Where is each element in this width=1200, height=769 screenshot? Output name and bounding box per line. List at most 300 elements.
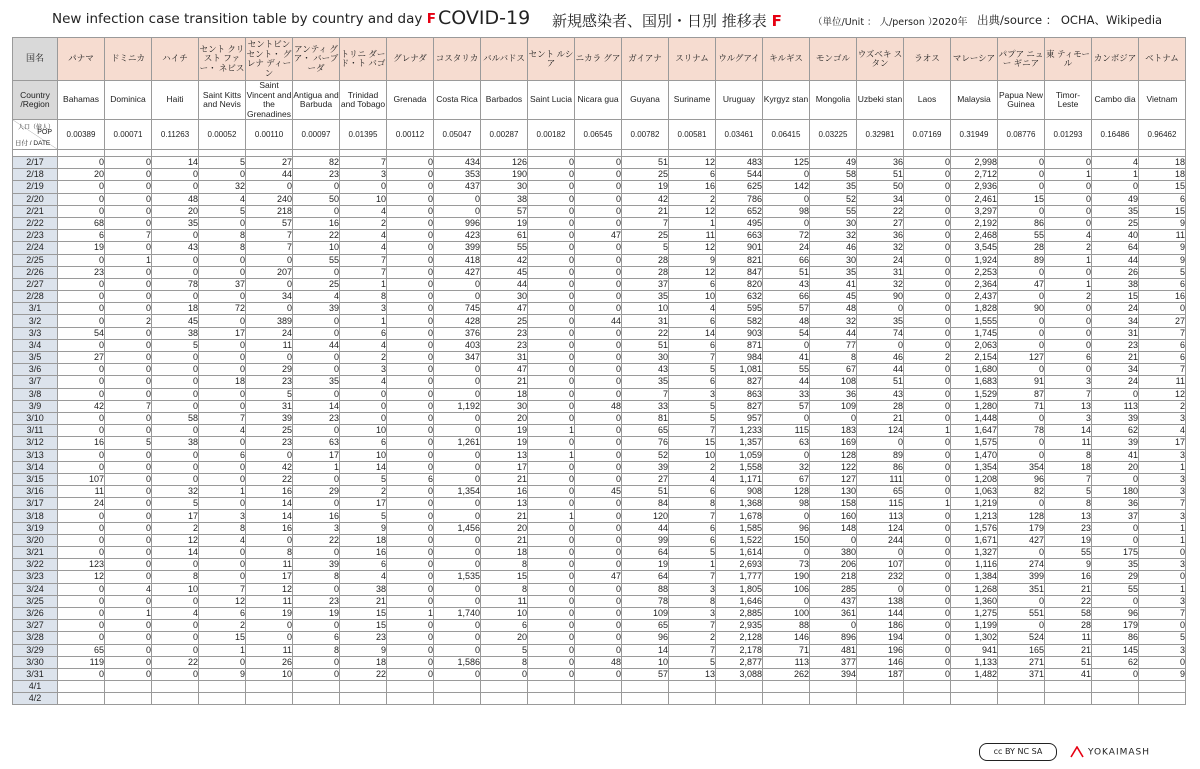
case-count-cell: 44	[575, 315, 622, 327]
case-count-cell: 175	[1092, 547, 1139, 559]
case-count-cell: 47	[575, 230, 622, 242]
case-count-cell: 32	[857, 278, 904, 290]
case-count-cell: 55	[998, 230, 1045, 242]
case-count-cell: 126	[481, 157, 528, 169]
case-count-cell: 551	[998, 607, 1045, 619]
table-row	[13, 400, 1186, 412]
case-count-cell: 2,877	[716, 656, 763, 668]
case-count-cell: 5	[340, 473, 387, 485]
case-count-cell: 40	[1092, 230, 1139, 242]
case-count-cell: 3	[1139, 473, 1186, 485]
case-count-cell: 0	[528, 327, 575, 339]
case-count-cell: 49	[810, 157, 857, 169]
case-count-cell: 0	[528, 412, 575, 424]
case-count-cell: 403	[434, 339, 481, 351]
country-name-jp: キルギス	[763, 38, 810, 81]
case-count-cell: 23	[481, 339, 528, 351]
date-cell: 2/28	[13, 291, 58, 303]
case-count-cell: 1	[1045, 169, 1092, 181]
case-count-cell: 19	[246, 607, 293, 619]
case-count-cell: 15	[1139, 205, 1186, 217]
case-count-cell: 0	[575, 205, 622, 217]
case-count-cell: 0	[575, 327, 622, 339]
table-row	[13, 473, 1186, 485]
case-count-cell: 55	[763, 364, 810, 376]
case-count-cell: 0	[105, 425, 152, 437]
case-count-cell: 23	[293, 595, 340, 607]
country-name-en: Saint Vincent and the Grenadines	[246, 80, 292, 119]
case-count-cell: 15	[340, 620, 387, 632]
case-count-cell: 11	[246, 644, 293, 656]
case-count-cell: 2	[340, 352, 387, 364]
case-count-cell	[857, 681, 904, 693]
case-count-cell: 0	[105, 547, 152, 559]
case-count-cell: 5	[1045, 486, 1092, 498]
case-count-cell: 10	[340, 449, 387, 461]
case-count-cell: 46	[810, 242, 857, 254]
case-count-cell: 0	[434, 278, 481, 290]
case-count-cell: 10	[669, 449, 716, 461]
case-count-cell: 20	[481, 522, 528, 534]
case-count-cell: 17	[246, 571, 293, 583]
case-count-cell: 0	[904, 510, 951, 522]
case-count-cell: 1,219	[951, 498, 998, 510]
case-count-cell: 3	[340, 364, 387, 376]
table-row	[13, 303, 1186, 315]
case-count-cell: 0	[387, 449, 434, 461]
case-count-cell	[387, 681, 434, 693]
case-count-cell: 25	[246, 425, 293, 437]
case-count-cell: 0	[481, 668, 528, 680]
case-count-cell: 0	[434, 534, 481, 546]
table-row	[13, 193, 1186, 205]
case-count-cell: 0	[105, 193, 152, 205]
case-count-cell: 0	[152, 620, 199, 632]
case-count-cell: 1,116	[951, 559, 998, 571]
case-count-cell: 22	[152, 656, 199, 668]
case-count-cell: 3	[340, 303, 387, 315]
case-count-cell: 128	[810, 449, 857, 461]
case-count-cell: 0	[998, 205, 1045, 217]
country-name-en: Timor- Leste	[1045, 81, 1092, 120]
case-count-cell: 353	[434, 169, 481, 181]
case-count-cell: 0	[1045, 364, 1092, 376]
case-count-cell: 0	[575, 364, 622, 376]
case-count-cell: 903	[716, 327, 763, 339]
case-count-cell: 0	[575, 242, 622, 254]
case-count-cell: 68	[58, 217, 105, 229]
case-count-cell: 14	[1045, 425, 1092, 437]
case-count-cell: 8	[481, 656, 528, 668]
cc-license-badge: cc BY NC SA	[979, 743, 1057, 761]
case-count-cell: 0	[575, 473, 622, 485]
case-count-cell: 4	[340, 339, 387, 351]
case-count-cell: 11	[246, 339, 293, 351]
case-count-cell: 98	[763, 205, 810, 217]
case-count-cell: 9	[1139, 242, 1186, 254]
case-count-cell: 0	[58, 181, 105, 193]
case-count-cell: 0	[904, 412, 951, 424]
case-count-cell: 0	[575, 291, 622, 303]
case-count-cell: 0	[575, 339, 622, 351]
case-count-cell: 0	[293, 473, 340, 485]
case-count-cell: 0	[528, 388, 575, 400]
case-count-cell: 996	[434, 217, 481, 229]
case-count-cell: 190	[481, 169, 528, 181]
country-name-jp: ハイチ	[152, 38, 199, 81]
case-count-cell: 5	[669, 547, 716, 559]
case-count-cell: 821	[716, 254, 763, 266]
case-count-cell: 901	[716, 242, 763, 254]
country-name-jp: トリニ ダード・ト バゴ	[340, 38, 387, 81]
case-count-cell: 1,302	[951, 632, 998, 644]
header-row-japanese	[13, 38, 1186, 81]
case-count-cell: 941	[951, 644, 998, 656]
date-cell: 3/22	[13, 559, 58, 571]
table-row	[13, 681, 1186, 693]
case-count-cell: 71	[998, 400, 1045, 412]
case-count-cell: 0	[387, 230, 434, 242]
case-count-cell: 361	[810, 607, 857, 619]
table-row	[13, 534, 1186, 546]
case-count-cell: 1,081	[716, 364, 763, 376]
case-count-cell: 23	[1045, 522, 1092, 534]
case-count-cell: 90	[857, 291, 904, 303]
case-count-cell: 47	[481, 303, 528, 315]
case-count-cell: 0	[904, 547, 951, 559]
case-count-cell: 0	[58, 254, 105, 266]
case-count-cell: 48	[575, 400, 622, 412]
case-count-cell: 15	[1092, 291, 1139, 303]
case-count-cell: 50	[857, 181, 904, 193]
case-count-cell: 820	[716, 278, 763, 290]
country-name-jp: セントビン セント・ グレナ ディーン	[246, 38, 293, 81]
case-count-cell: 39	[293, 303, 340, 315]
case-count-cell: 0	[152, 632, 199, 644]
case-count-cell: 4	[199, 534, 246, 546]
case-count-cell: 0	[904, 327, 951, 339]
case-count-cell: 67	[810, 364, 857, 376]
case-count-cell: 87	[998, 388, 1045, 400]
table-row	[13, 352, 1186, 364]
case-count-cell: 0	[1045, 205, 1092, 217]
case-count-cell: 35	[622, 376, 669, 388]
case-count-cell: 0	[152, 668, 199, 680]
case-count-cell: 91	[998, 376, 1045, 388]
case-count-cell: 0	[1139, 547, 1186, 559]
case-count-cell: 96	[622, 632, 669, 644]
case-count-cell: 8	[152, 571, 199, 583]
case-count-cell: 0	[199, 291, 246, 303]
case-count-cell: 1	[199, 486, 246, 498]
case-count-cell: 9	[1139, 668, 1186, 680]
case-count-cell: 43	[857, 388, 904, 400]
date-cell: 3/15	[13, 473, 58, 485]
case-count-cell: 47	[481, 364, 528, 376]
case-count-cell: 6	[669, 339, 716, 351]
case-count-cell: 0	[293, 583, 340, 595]
case-count-cell: 31	[246, 400, 293, 412]
case-count-cell: 196	[857, 644, 904, 656]
country-name-en: Malaysia	[951, 81, 998, 120]
case-count-cell: 45	[481, 266, 528, 278]
case-count-cell: 6	[1139, 339, 1186, 351]
case-count-cell: 0	[58, 339, 105, 351]
case-count-cell: 179	[998, 522, 1045, 534]
case-count-cell: 0	[293, 620, 340, 632]
case-count-cell: 15	[340, 607, 387, 619]
date-cell: 3/10	[13, 412, 58, 424]
case-count-cell: 0	[293, 547, 340, 559]
case-count-cell	[434, 681, 481, 693]
case-count-cell	[1045, 681, 1092, 693]
case-count-cell: 42	[622, 193, 669, 205]
case-count-cell: 19	[293, 607, 340, 619]
date-cell: 2/25	[13, 254, 58, 266]
case-count-cell: 18	[340, 534, 387, 546]
case-count-cell: 0	[1045, 217, 1092, 229]
table-row	[13, 437, 1186, 449]
case-count-cell: 16	[481, 486, 528, 498]
case-count-cell: 38	[152, 437, 199, 449]
case-count-cell: 32	[199, 181, 246, 193]
case-count-cell: 14	[669, 327, 716, 339]
case-count-cell: 90	[998, 303, 1045, 315]
case-count-cell: 51	[1045, 656, 1092, 668]
case-count-cell: 0	[105, 571, 152, 583]
case-count-cell: 22	[293, 230, 340, 242]
case-count-cell: 15	[998, 193, 1045, 205]
case-count-cell: 1	[1139, 522, 1186, 534]
case-count-cell: 14	[152, 157, 199, 169]
case-count-cell: 3	[669, 583, 716, 595]
case-count-cell: 0	[763, 169, 810, 181]
case-count-cell: 128	[998, 510, 1045, 522]
case-count-cell: 0	[904, 486, 951, 498]
case-count-cell: 0	[105, 376, 152, 388]
case-count-cell: 8	[810, 352, 857, 364]
case-count-cell: 394	[810, 668, 857, 680]
case-count-cell: 8	[199, 242, 246, 254]
case-count-cell: 6	[340, 559, 387, 571]
case-count-cell: 38	[1092, 278, 1139, 290]
case-count-cell: 0	[904, 437, 951, 449]
case-count-cell: 0	[199, 339, 246, 351]
case-count-cell: 1,482	[951, 668, 998, 680]
case-count-cell: 3	[340, 169, 387, 181]
case-count-cell: 5	[1139, 266, 1186, 278]
case-count-cell: 0	[1045, 315, 1092, 327]
case-count-cell: 0	[387, 278, 434, 290]
case-count-cell: 0	[434, 559, 481, 571]
case-count-cell	[1045, 693, 1092, 705]
case-count-cell: 0	[434, 193, 481, 205]
case-count-cell: 1	[105, 254, 152, 266]
case-count-cell: 18	[481, 547, 528, 559]
case-count-cell: 0	[434, 583, 481, 595]
table-row	[13, 583, 1186, 595]
country-name-en: Dominica	[105, 81, 152, 120]
case-count-cell: 0	[904, 205, 951, 217]
case-count-cell: 0	[998, 595, 1045, 607]
case-count-cell: 0	[904, 632, 951, 644]
case-count-cell: 44	[622, 522, 669, 534]
case-count-cell: 0	[387, 595, 434, 607]
country-name-jp: カンボジア	[1092, 38, 1139, 81]
case-count-cell: 19	[58, 242, 105, 254]
case-count-cell: 0	[434, 644, 481, 656]
case-count-cell: 1,354	[434, 486, 481, 498]
case-count-cell: 1	[528, 425, 575, 437]
case-count-cell: 0	[293, 352, 340, 364]
case-count-cell: 2	[105, 315, 152, 327]
case-count-cell: 52	[622, 449, 669, 461]
case-count-cell: 0	[58, 412, 105, 424]
case-count-cell: 0	[340, 181, 387, 193]
case-count-cell: 13	[481, 498, 528, 510]
case-count-cell: 7	[669, 571, 716, 583]
case-count-cell: 4	[340, 376, 387, 388]
case-count-cell: 22	[293, 534, 340, 546]
date-cell: 3/6	[13, 364, 58, 376]
case-count-cell: 0	[58, 193, 105, 205]
country-name-en: Kyrgyz stan	[763, 81, 810, 120]
case-count-cell: 109	[810, 400, 857, 412]
case-count-cell: 0	[904, 339, 951, 351]
case-count-cell: 1	[1092, 169, 1139, 181]
case-count-cell: 107	[58, 473, 105, 485]
case-count-cell: 28	[622, 266, 669, 278]
case-count-cell: 8	[481, 559, 528, 571]
case-count-cell: 35	[152, 217, 199, 229]
case-count-cell: 66	[763, 291, 810, 303]
case-count-cell: 0	[58, 157, 105, 169]
case-count-cell: 0	[1092, 522, 1139, 534]
case-count-cell: 0	[434, 547, 481, 559]
case-count-cell: 1	[1045, 254, 1092, 266]
case-count-cell: 0	[199, 217, 246, 229]
date-cell: 3/17	[13, 498, 58, 510]
case-count-cell: 1,059	[716, 449, 763, 461]
case-count-cell: 55	[1092, 583, 1139, 595]
case-count-cell: 2,192	[951, 217, 998, 229]
case-count-cell: 0	[105, 291, 152, 303]
case-count-cell: 16	[340, 547, 387, 559]
case-count-cell: 244	[857, 534, 904, 546]
date-cell: 3/2	[13, 315, 58, 327]
case-count-cell: 3	[1139, 510, 1186, 522]
case-count-cell: 4	[152, 607, 199, 619]
case-count-cell: 1	[528, 510, 575, 522]
table-row	[13, 620, 1186, 632]
date-cell: 3/7	[13, 376, 58, 388]
year-label: 2020年	[932, 17, 968, 28]
case-count-cell: 4	[293, 291, 340, 303]
case-count-cell	[246, 681, 293, 693]
case-count-cell: 10	[669, 291, 716, 303]
case-count-cell: 47	[998, 278, 1045, 290]
case-count-cell: 37	[199, 278, 246, 290]
case-count-cell: 4	[340, 242, 387, 254]
country-name-jp: ラオス	[904, 38, 951, 81]
case-count-cell: 206	[810, 559, 857, 571]
case-count-cell: 128	[763, 486, 810, 498]
case-count-cell: 0	[528, 278, 575, 290]
case-count-cell: 8	[293, 644, 340, 656]
table-row	[13, 559, 1186, 571]
case-count-cell: 0	[528, 656, 575, 668]
case-count-cell: 0	[1092, 534, 1139, 546]
country-population: 0.01395	[340, 120, 387, 150]
case-count-cell: 0	[528, 571, 575, 583]
country-name-jp: セント ルシア	[528, 38, 575, 81]
case-count-cell: 0	[387, 291, 434, 303]
case-count-cell: 2,885	[716, 607, 763, 619]
table-row	[13, 486, 1186, 498]
case-count-cell: 115	[857, 498, 904, 510]
case-count-cell: 0	[904, 193, 951, 205]
case-count-cell: 44	[857, 364, 904, 376]
title-covid: COVID-19	[438, 7, 531, 29]
case-count-cell: 150	[763, 534, 810, 546]
case-count-cell: 0	[528, 217, 575, 229]
case-count-cell: 427	[998, 534, 1045, 546]
case-count-cell: 33	[763, 388, 810, 400]
case-count-cell: 16	[293, 510, 340, 522]
case-count-cell: 0	[763, 412, 810, 424]
case-count-cell: 23	[293, 412, 340, 424]
case-count-cell: 10	[152, 583, 199, 595]
date-cell: 2/23	[13, 230, 58, 242]
case-count-cell: 0	[58, 510, 105, 522]
case-count-cell: 1,199	[951, 620, 998, 632]
table-row	[13, 632, 1186, 644]
gap-row	[13, 150, 1186, 157]
corner-en: Country /Region	[13, 81, 58, 120]
case-count-cell: 1,063	[951, 486, 998, 498]
country-population: 0.03461	[716, 120, 763, 150]
case-count-cell: 0	[199, 559, 246, 571]
case-count-cell	[387, 693, 434, 705]
case-count-cell: 1,280	[951, 400, 998, 412]
case-count-cell: 0	[1092, 595, 1139, 607]
case-count-cell: 6	[199, 607, 246, 619]
case-count-cell: 86	[857, 461, 904, 473]
date-cell: 3/16	[13, 486, 58, 498]
case-count-cell: 428	[434, 315, 481, 327]
country-population: 0.16486	[1092, 120, 1139, 150]
case-count-cell: 30	[622, 352, 669, 364]
case-count-cell: 0	[387, 157, 434, 169]
country-name-en: Mongolia	[810, 81, 857, 120]
case-count-cell: 158	[810, 498, 857, 510]
case-count-cell: 1	[387, 607, 434, 619]
case-count-cell: 63	[763, 437, 810, 449]
case-count-cell: 0	[387, 169, 434, 181]
case-count-cell: 0	[58, 291, 105, 303]
case-count-cell: 1	[904, 498, 951, 510]
case-count-cell: 6	[1045, 352, 1092, 364]
case-count-cell: 0	[152, 364, 199, 376]
case-count-cell: 351	[998, 583, 1045, 595]
case-count-cell: 371	[998, 668, 1045, 680]
case-count-cell: 0	[246, 352, 293, 364]
case-count-cell: 24	[857, 254, 904, 266]
case-count-cell: 22	[622, 327, 669, 339]
case-count-cell: 1,558	[716, 461, 763, 473]
case-count-cell: 0	[528, 632, 575, 644]
case-count-cell: 52	[810, 193, 857, 205]
